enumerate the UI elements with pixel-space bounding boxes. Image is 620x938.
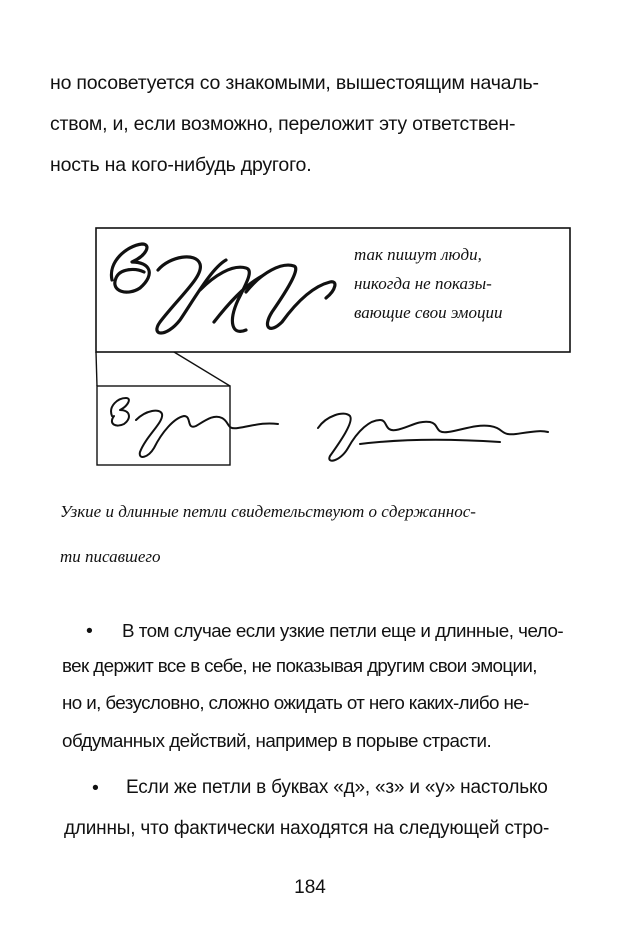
magnified-cursive-writing (111, 244, 335, 333)
bullet-1-line-4: обдуманных действий, например в порыве страсти. (62, 730, 492, 751)
figure-note-line-3: вающие свои эмоции (354, 303, 503, 322)
figure-caption-line-2: ти писавшего (60, 547, 161, 566)
bullet-marker-2: • (92, 777, 99, 799)
figure-note-line-1: так пишут люди, (354, 245, 482, 264)
page-number: 184 (294, 877, 326, 898)
figure-caption-line-1: Узкие и длинные петли свидетельствуют о сдержаннос- (60, 502, 476, 521)
paragraph-line-3: ность на кого-нибудь другого. (50, 154, 312, 176)
source-sample-frame (97, 386, 230, 465)
figure-note-line-2: никогда не показы- (354, 274, 492, 293)
connector-right (174, 352, 230, 386)
bullet-1-line-1: В том случае если узкие петли еще и длинные, чело- (122, 620, 564, 641)
paragraph-line-2: ством, и, если возможно, переложит эту ответствен- (50, 113, 516, 135)
bullet-2-line-2: длинны, что фактически находятся на следующей стро- (64, 818, 550, 839)
connector-left (96, 352, 97, 386)
paragraph-line-1: но посоветуется со знакомыми, вышестоящим началь- (50, 72, 539, 94)
bullet-marker-1: • (86, 620, 93, 642)
bullet-1-line-2: век держит все в себе, не показывая другим свои эмоции, (62, 655, 537, 676)
bullet-2-line-1: Если же петли в буквах «д», «з» и «у» настолько (126, 777, 548, 798)
bullet-1-line-3: но и, безусловно, сложно ожидать от него каких-либо не- (62, 692, 529, 713)
source-cursive-writing (111, 398, 548, 461)
magnified-sample-frame (96, 228, 570, 352)
